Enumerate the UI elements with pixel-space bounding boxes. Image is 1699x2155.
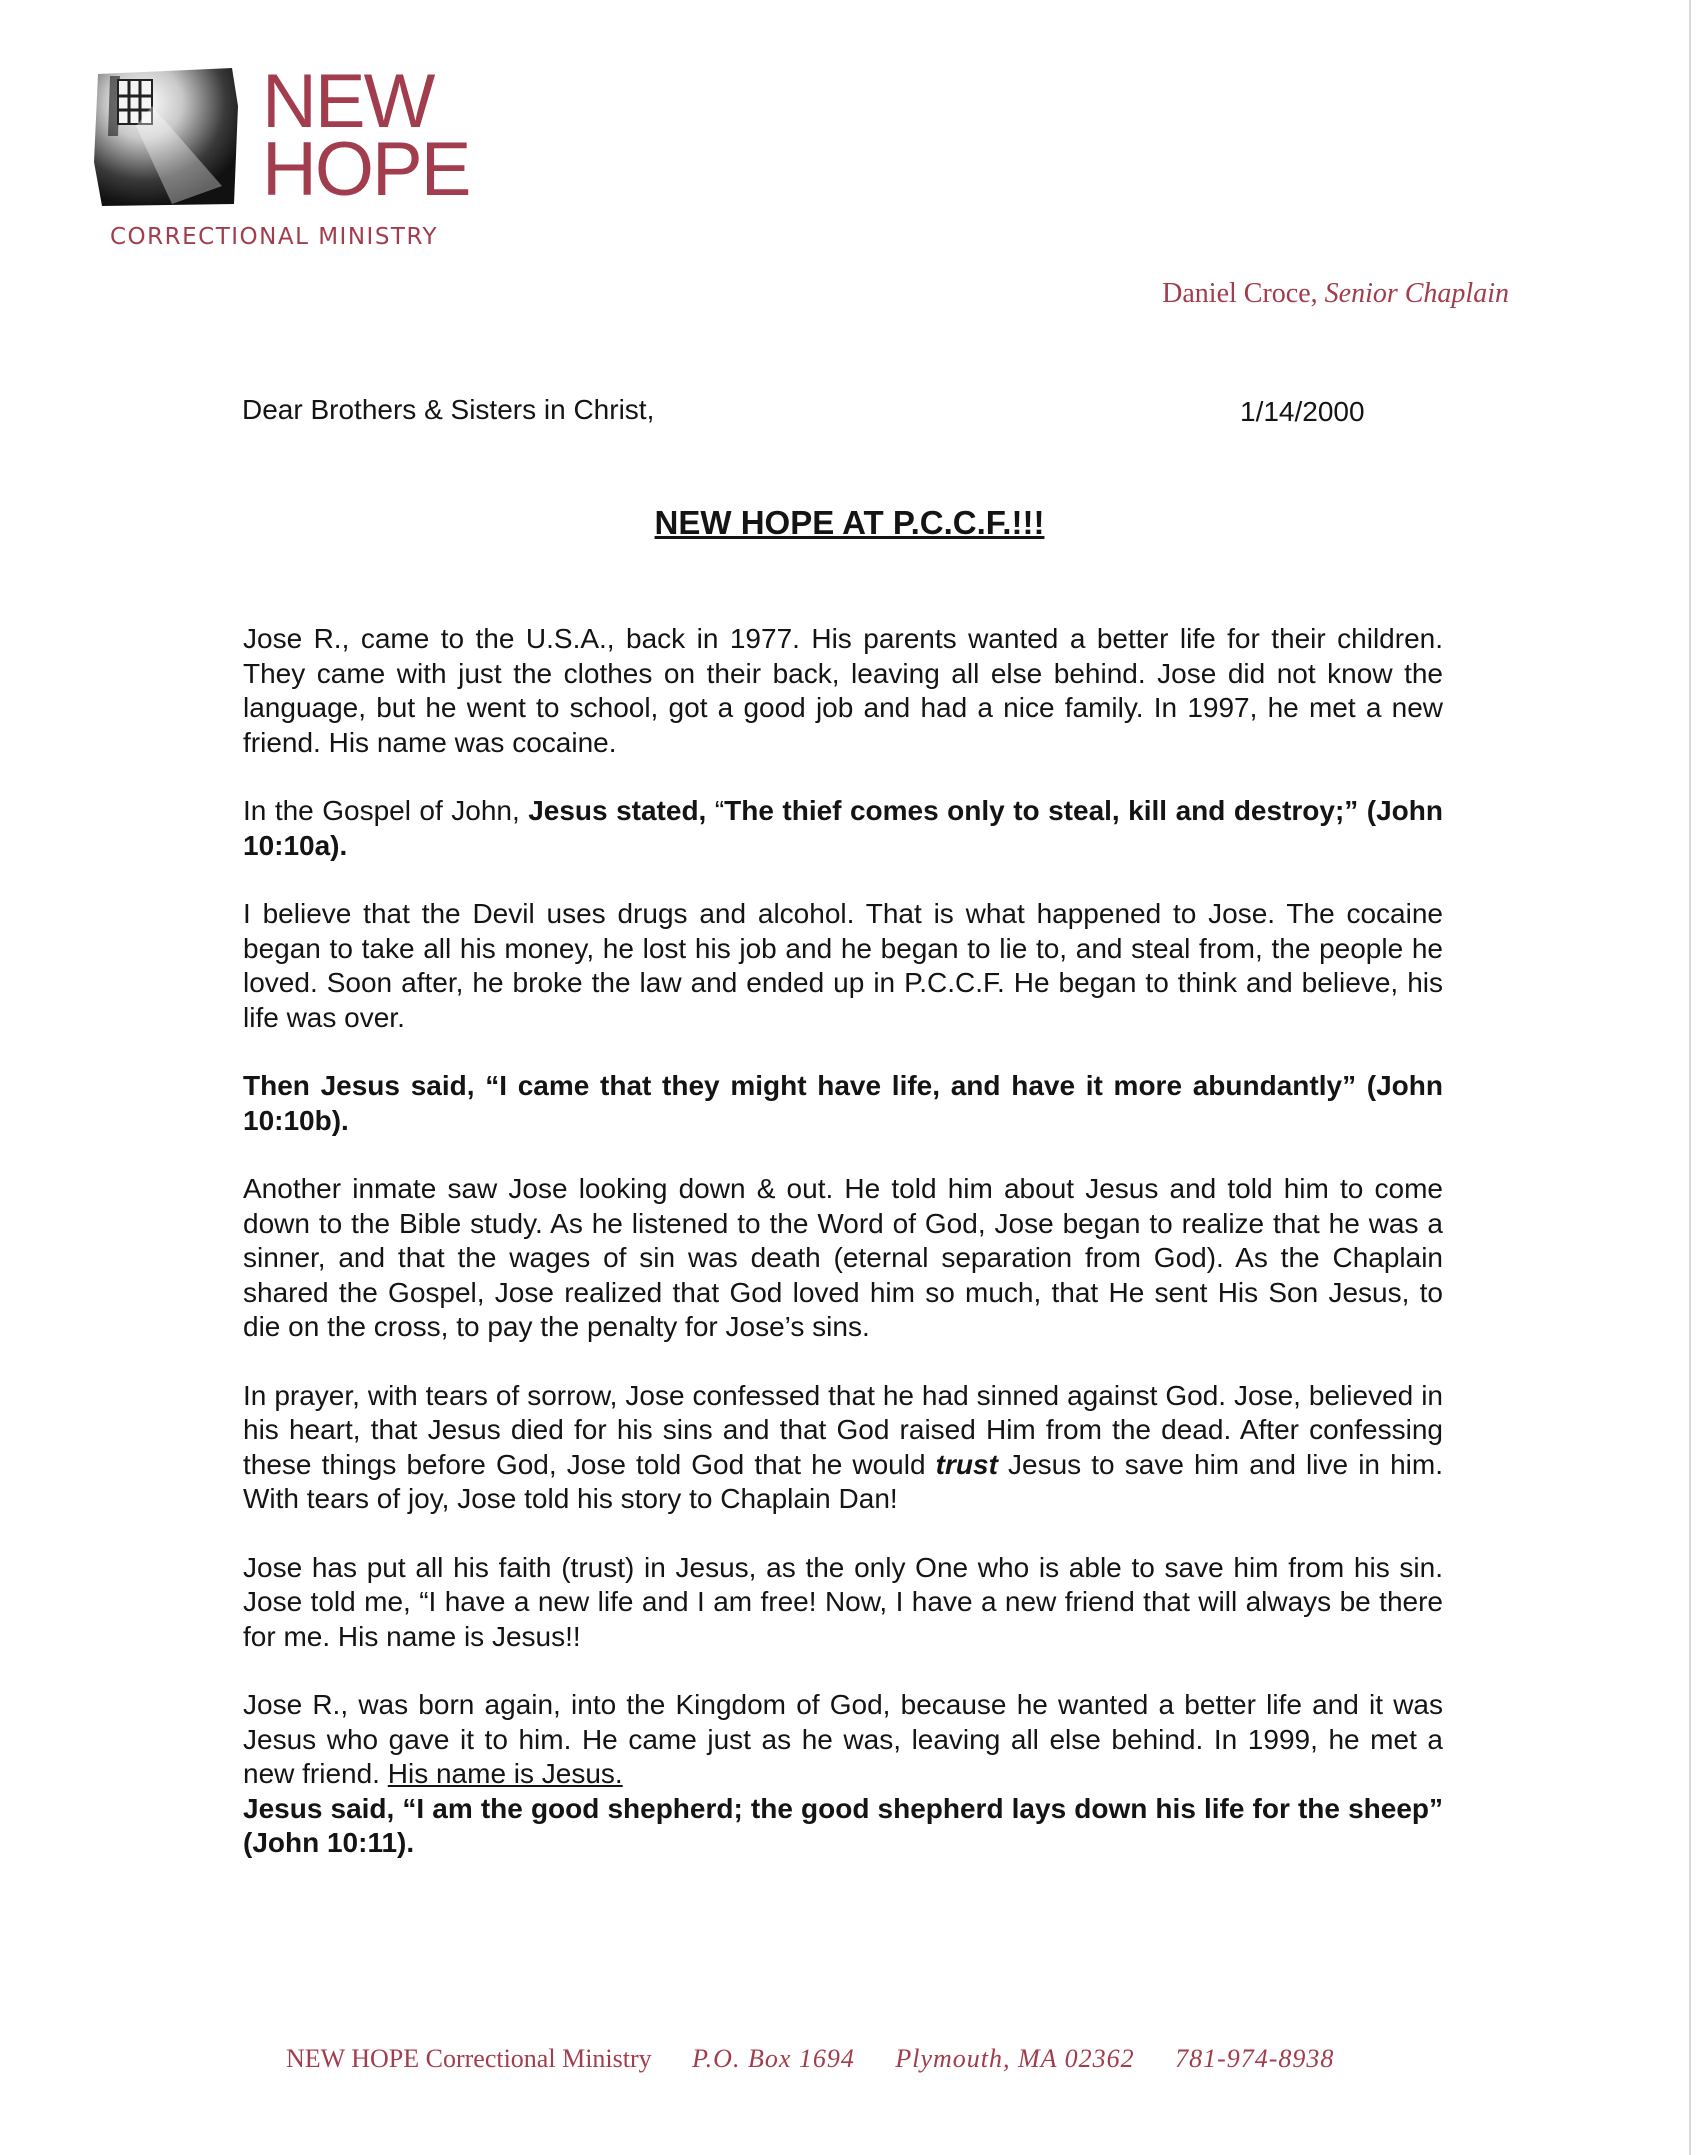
paragraph-3: I believe that the Devil uses drugs and alcohol. That is what happened to Jose. The cocaine began to take all his money, he lost his job and he began to lie to, and steal from, the people he loved. Soon after, he broke the law and ended up in P.C.C.F. He began to think and believe, his life was over. [243, 898, 1443, 1033]
chaplain-title: Senior Chaplain [1324, 278, 1509, 309]
paragraph-2-bold-2: The thief comes only to steal, kill and destroy;” (John 10:10a). [243, 795, 1443, 861]
brand-subtitle: CORRECTIONAL MINISTRY [110, 224, 439, 250]
footer [286, 2044, 1368, 2074]
paragraph-6 [243, 1379, 1443, 1517]
barred-window-icon [92, 66, 242, 208]
paragraph-4-bold: Then Jesus said, “I came that they might have life, and have it more abundantly” (John 10:10b). [243, 1070, 1443, 1136]
paragraph-6-emphasis: trust [935, 1448, 998, 1480]
letter-body [243, 622, 1443, 1895]
salutation: Dear Brothers & Sisters in Christ, [242, 394, 655, 425]
paragraph-1: Jose R., came to the U.S.A., back in 1977. His parents wanted a better life for their children. They came with just the clothes on their back, leaving all else behind. Jose did not know the language, but he went to school, got a good job and had a nice family. In 1997, he met a new friend. His name was cocaine. [243, 623, 1443, 758]
paragraph-2 [243, 794, 1443, 863]
footer-org: NEW HOPE Correctional Ministry [286, 2044, 652, 2073]
scan-edge-line [1689, 0, 1691, 2155]
chaplain-name: Daniel Croce, [1162, 278, 1318, 309]
paragraph-6-after: Jesus to save him and live in him. With tears of joy, Jose told his story to Chaplain Dan! [243, 1448, 1443, 1514]
footer-city: Plymouth, MA 02362 [895, 2044, 1135, 2073]
paragraph-7: Jose has put all his faith (trust) in Jesus, as the only One who is able to save him from his sin. Jose told me, “I have a new life and I am free! Now, I have a new friend that will always be there for me. His name is Jesus!! [243, 1551, 1443, 1652]
paragraph-8-underline: His name is Jesus. [387, 1758, 623, 1789]
paragraph-8-before: Jose R., was born again, into the Kingdom of God, because he wanted a better life and it was Jesus who gave it to him. He came just as he was, leaving all else behind. In 1999, he met a new friend. [243, 1689, 1443, 1789]
letter-date: 1/14/2000 [1240, 396, 1365, 427]
brand-name-line1: NEW [262, 59, 434, 144]
paragraph-5: Another inmate saw Jose looking down & out. He told him about Jesus and told him to come down to the Bible study. As he listened to the Word of God, Jose began to realize that he was a sinner, and that the wages of sin was death (eternal separation from God). As the Chaplain shared the Gospel, Jose realized that God loved him so much, that He sent His Son Jesus, to die on the cross, to pay the penalty for Jose’s sins. [243, 1173, 1443, 1342]
paragraph-8 [243, 1688, 1443, 1792]
paragraph-4 [243, 1069, 1443, 1138]
paragraph-2-lead: In the Gospel of John, [243, 795, 529, 826]
paragraph-9-bold: Jesus said, “I am the good shepherd; the good shepherd lays down his life for the sheep” (John 10:11). [243, 1792, 1443, 1858]
letterhead [92, 59, 492, 262]
chaplain-signature-line [1162, 278, 1509, 310]
paragraph-2-quote: “ [714, 795, 725, 826]
paragraph-2-bold-1: Jesus stated, [528, 795, 715, 826]
paragraph-9 [243, 1792, 1443, 1861]
headline: NEW HOPE AT P.C.C.F.!!! [654, 504, 1045, 541]
footer-phone: 781-974-8938 [1175, 2044, 1335, 2073]
footer-po-box: P.O. Box 1694 [692, 2044, 855, 2073]
brand-name-line2: HOPE [262, 127, 470, 212]
paragraph-6-before: In prayer, with tears of sorrow, Jose confessed that he had sinned against God. Jose, believed in his heart, that Jesus died for his sins and that God raised Him from the dead. After confessing these things before God, Jose told God that he would [243, 1379, 1443, 1480]
